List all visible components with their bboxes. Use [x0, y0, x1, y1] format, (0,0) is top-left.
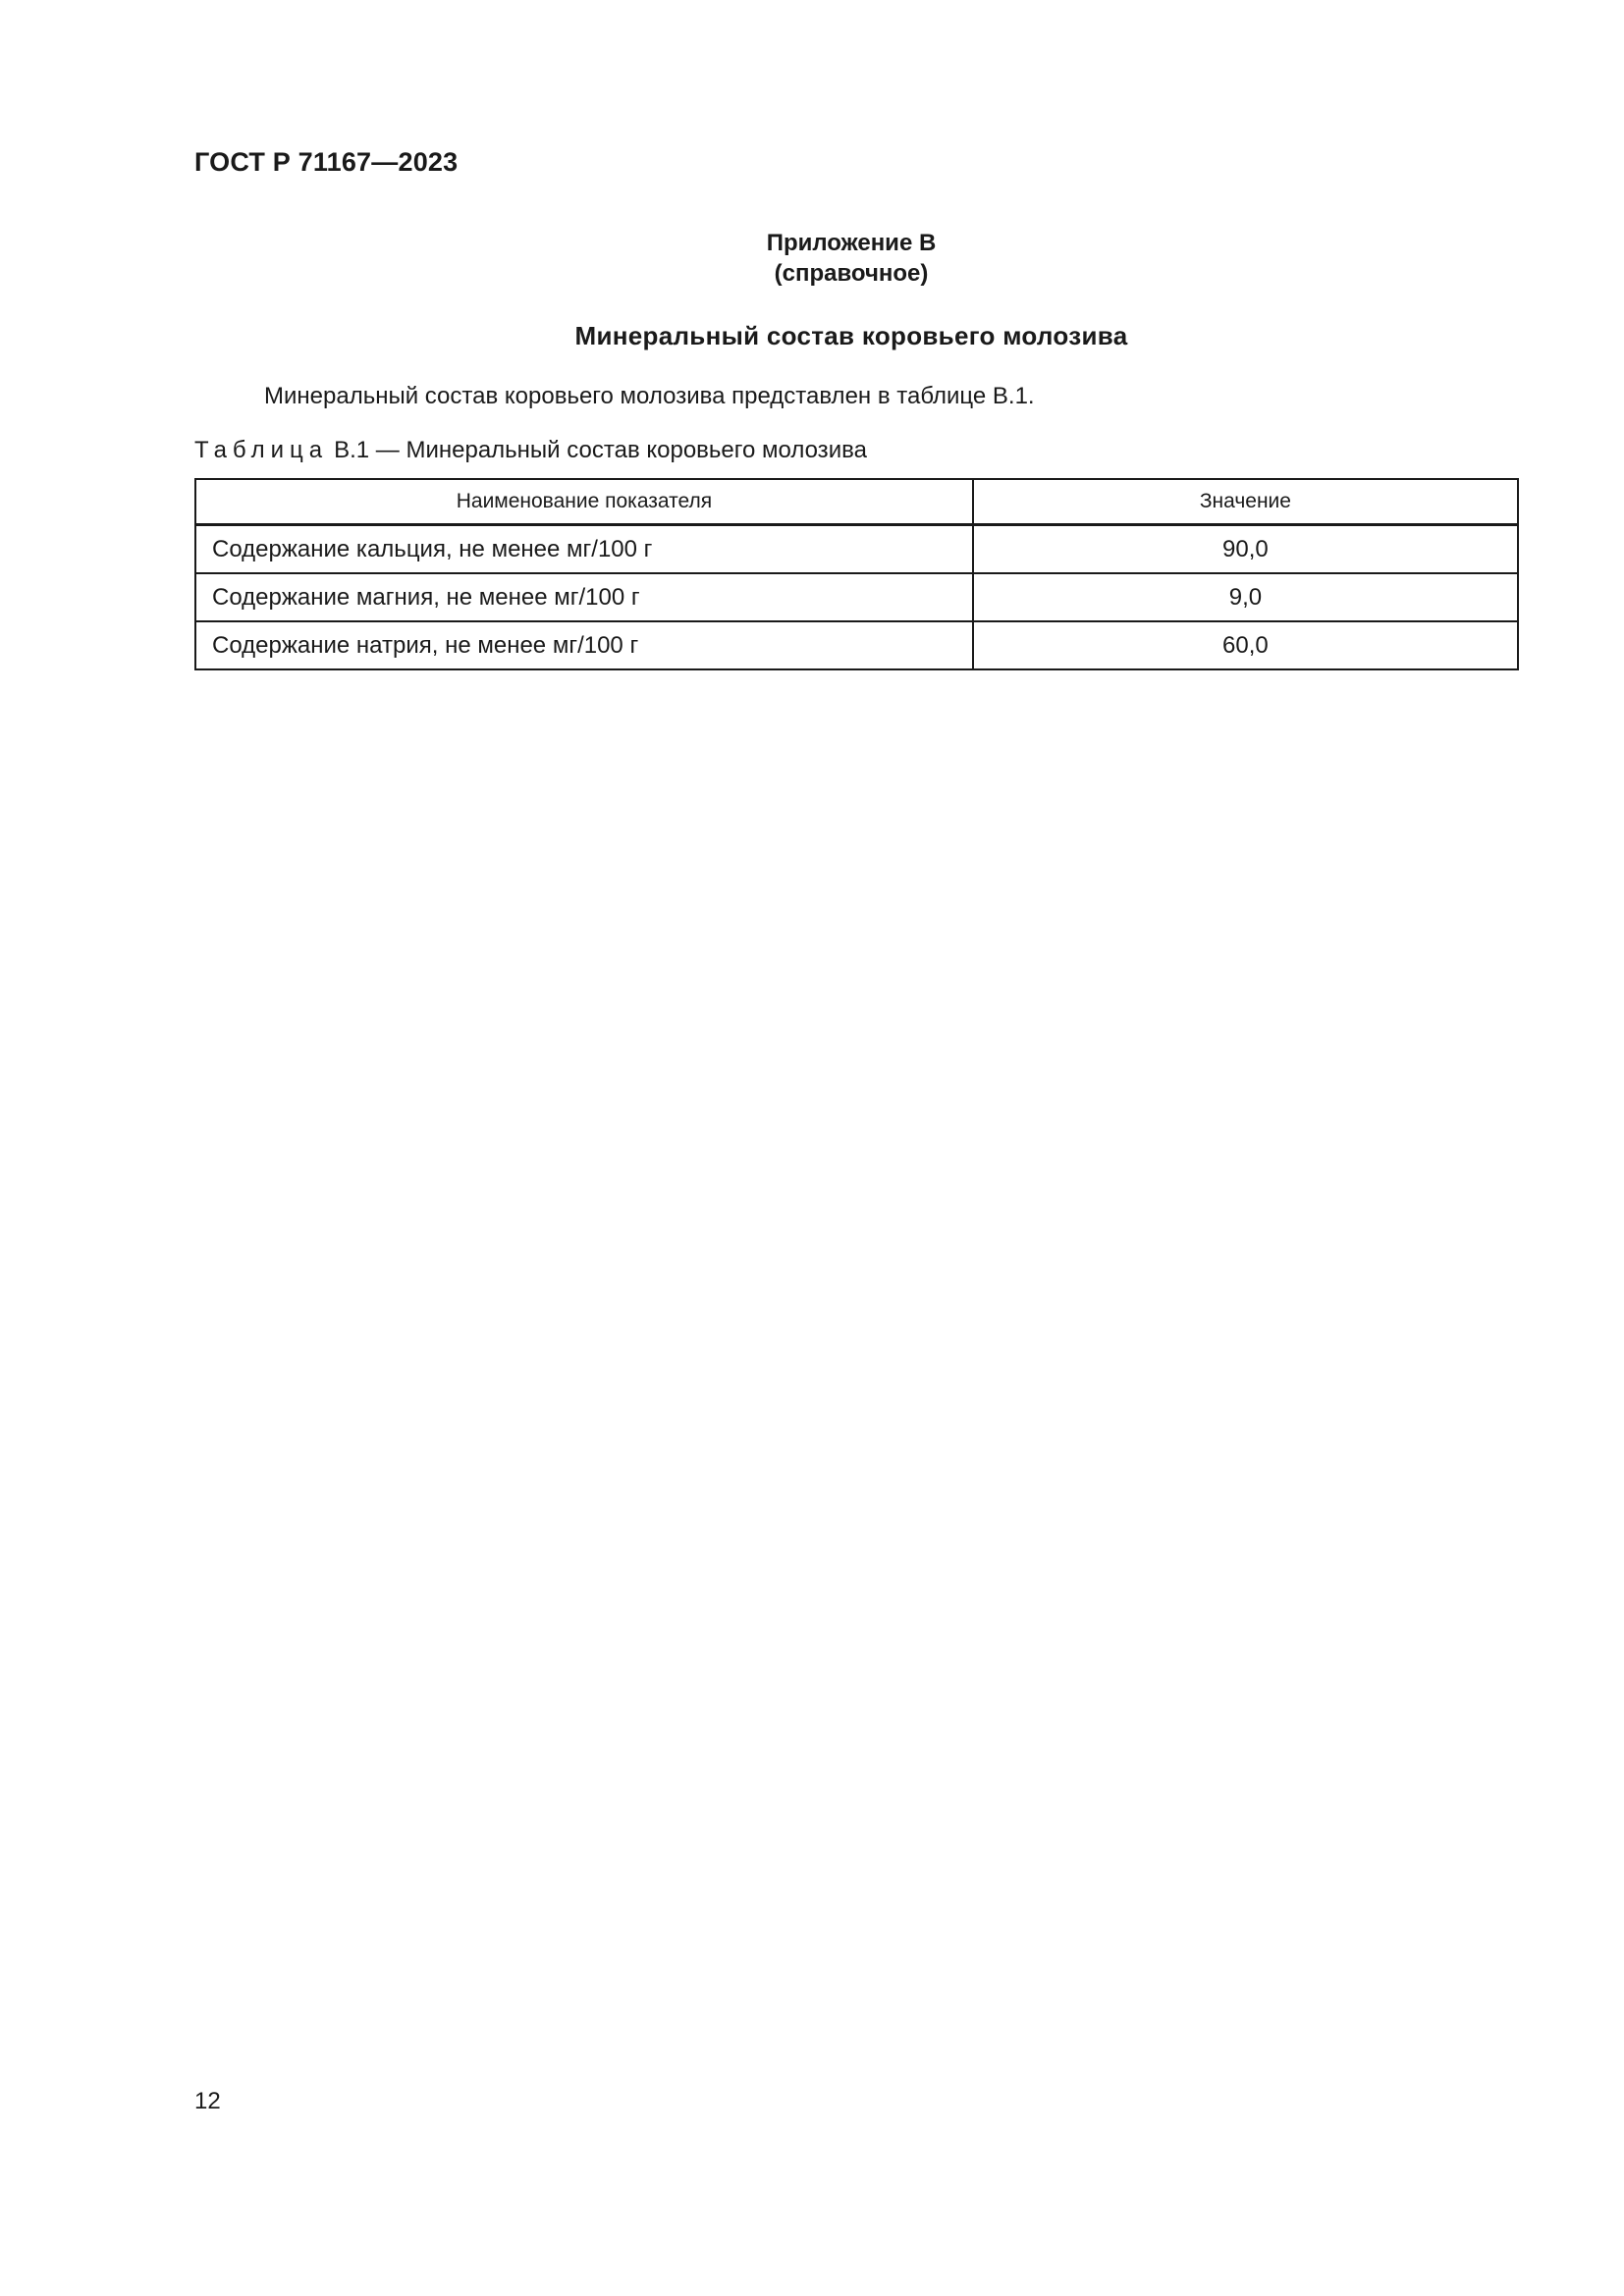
row-name-cell: Содержание кальция, не менее мг/100 г — [195, 525, 973, 574]
column-header-name: Наименование показателя — [195, 479, 973, 525]
row-name-cell: Содержание натрия, не менее мг/100 г — [195, 621, 973, 669]
row-value-cell: 60,0 — [973, 621, 1518, 669]
column-header-value: Значение — [973, 479, 1518, 525]
table-row — [195, 573, 1518, 621]
row-value-cell: 9,0 — [973, 573, 1518, 621]
table-row — [195, 525, 1518, 574]
appendix-heading — [0, 228, 1624, 289]
intro-paragraph: Минеральный состав коровьего молозива представлен в таблице В.1. — [264, 383, 1035, 409]
table-row — [195, 621, 1518, 669]
table-caption-text: В.1 — Минеральный состав коровьего молозива — [334, 437, 867, 463]
appendix-title: Приложение В — [766, 230, 937, 256]
table-caption — [194, 437, 867, 464]
standard-code: ГОСТ Р 71167—2023 — [194, 147, 459, 177]
page-number: 12 — [194, 2088, 221, 2114]
table-header-row — [195, 479, 1518, 525]
mineral-composition-table — [194, 478, 1519, 670]
row-value-cell: 90,0 — [973, 525, 1518, 574]
row-name-cell: Содержание магния, не менее мг/100 г — [195, 573, 973, 621]
appendix-type: (справочное) — [774, 260, 929, 287]
section-title: Минеральный состав коровьего молозива — [574, 321, 1128, 350]
table-caption-label: Таблица — [194, 437, 329, 463]
